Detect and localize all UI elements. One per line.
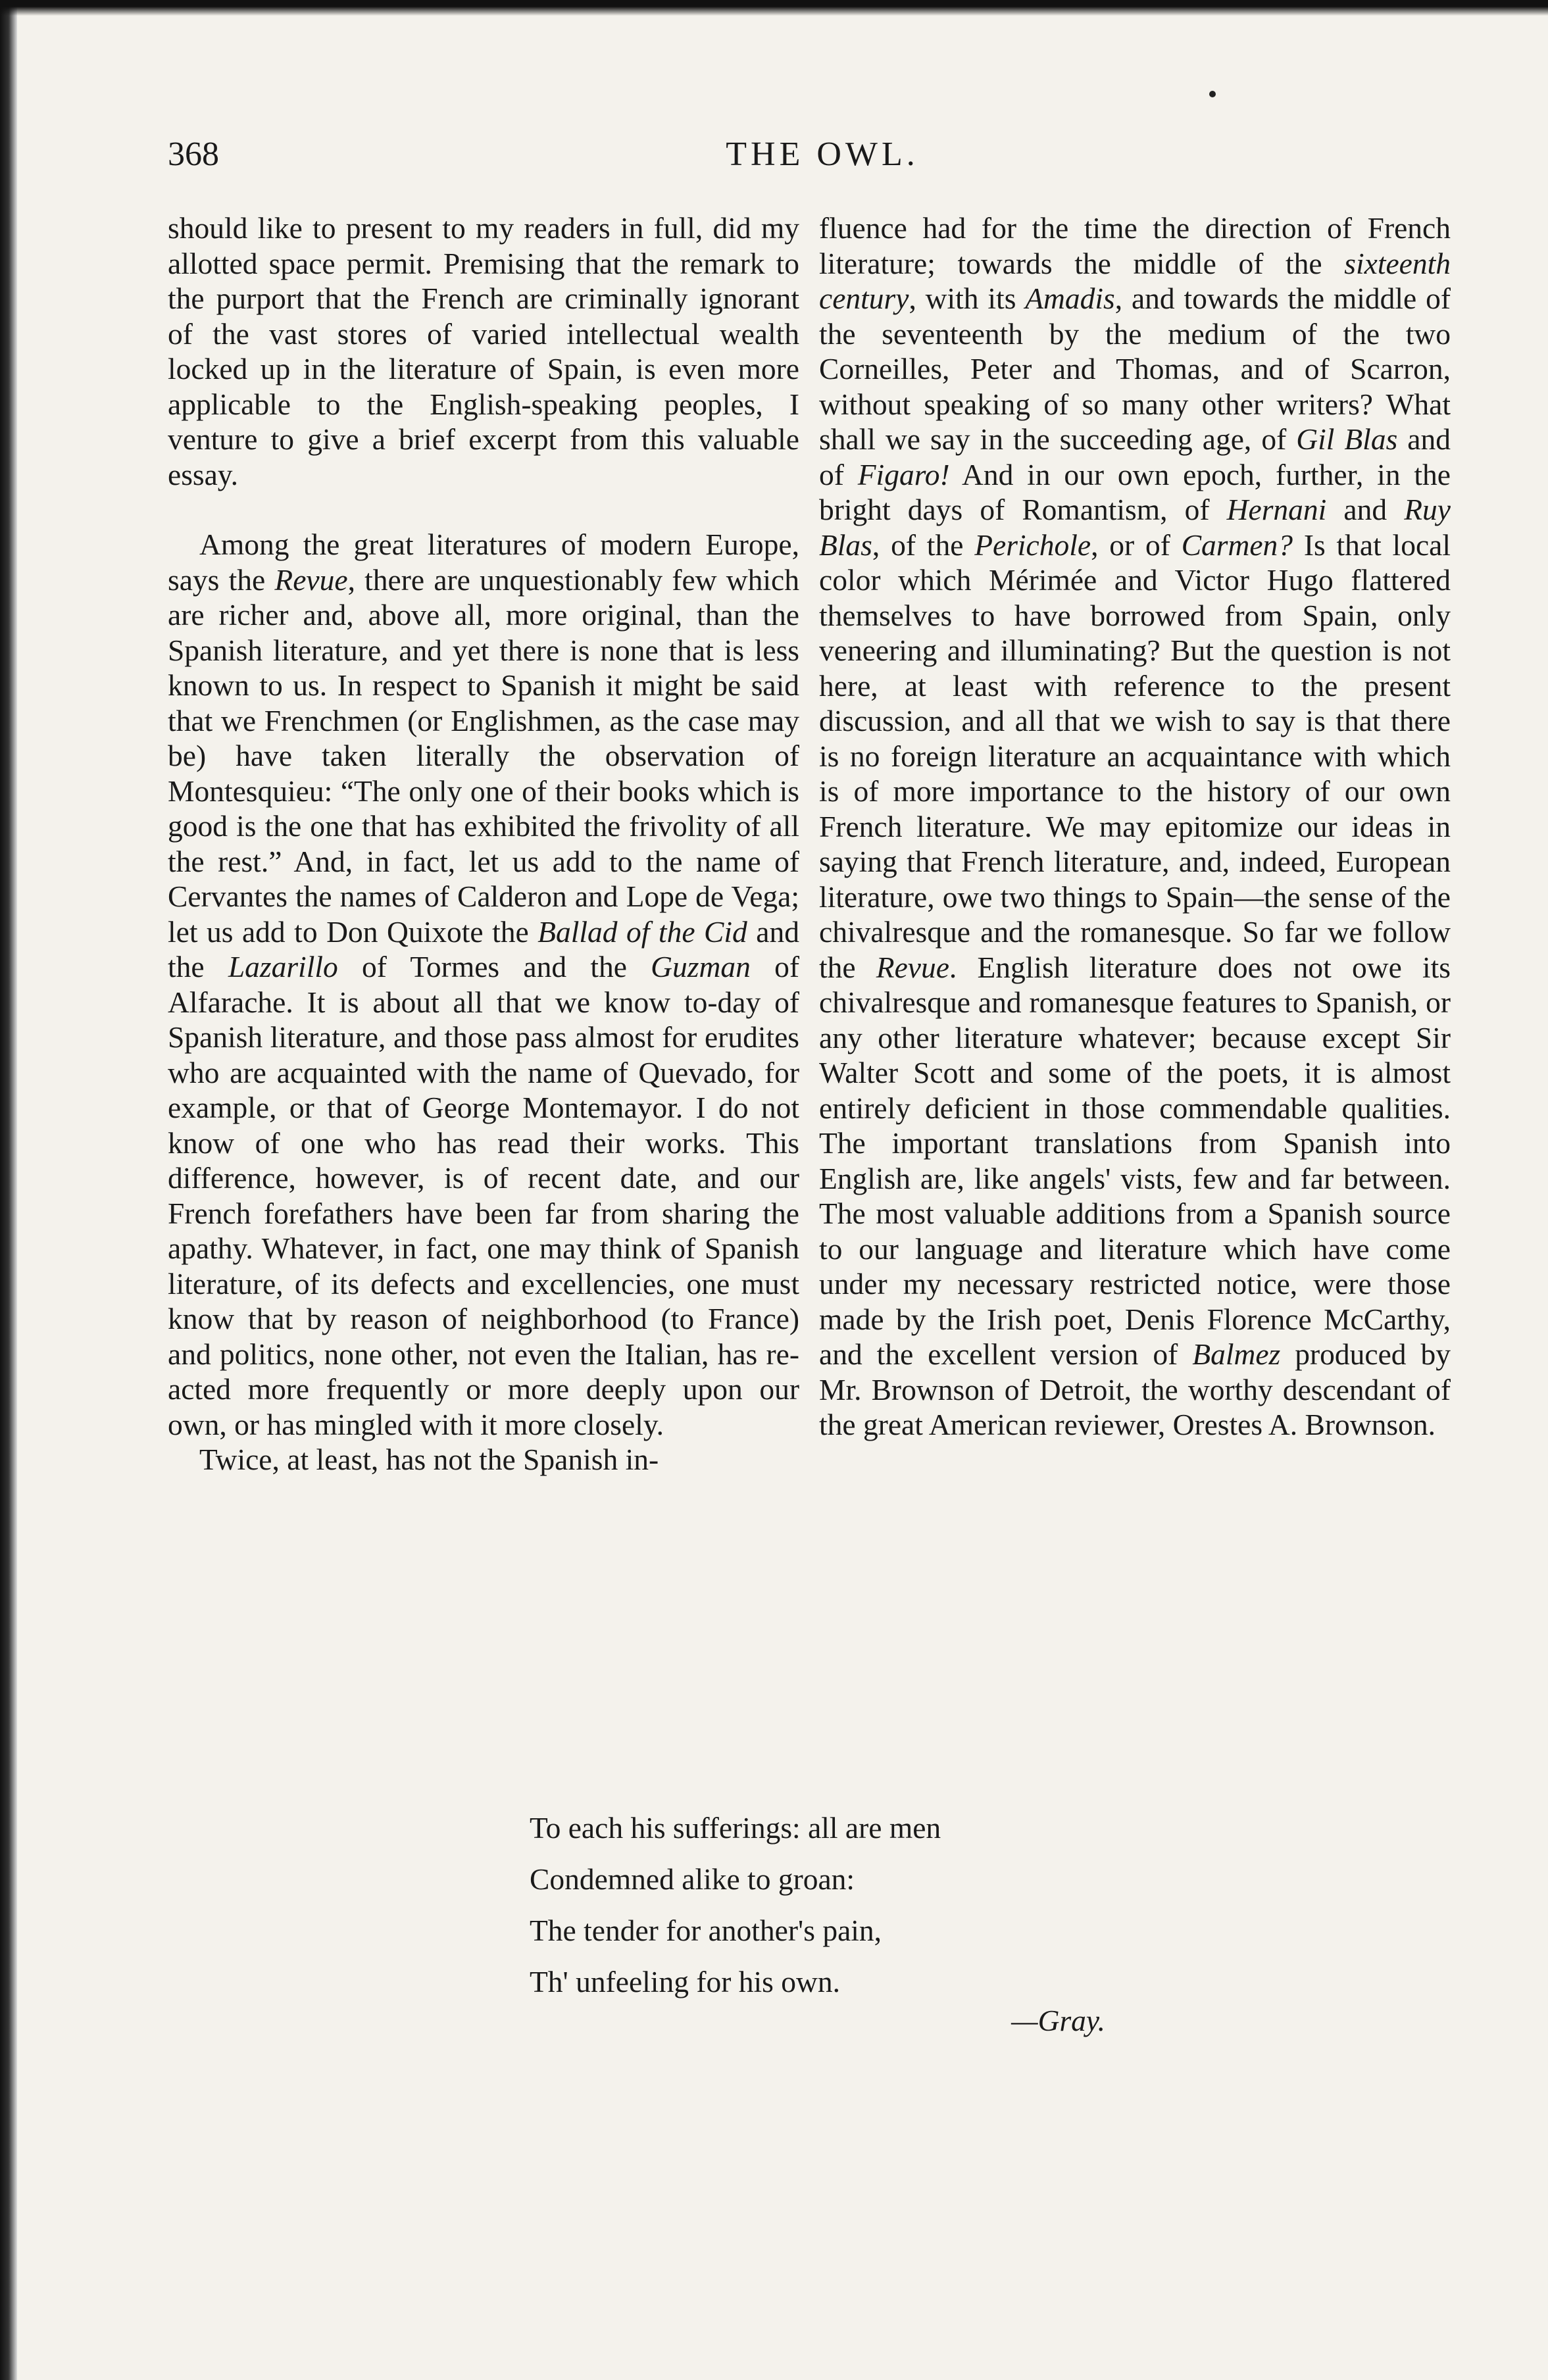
poem-line: The tender for another's pain, [530,1914,882,1947]
left-column [168,211,799,1763]
running-title: THE OWL. [726,136,919,173]
paragraph-twice: Twice, at least, has not the Spanish in- [199,1443,659,1476]
poem-line: To each his sufferings: all are men [530,1811,941,1845]
paragraph-continuation: fluence had for the time the direction of French literature; towards the middle of the sixteenth century, with its Amadis, and towards the middle of the seventeenth by the medium of the two Corneilles, Peter and Thomas, and of Scarron, without speaking of so many other writers? What shall we say in the succeeding age, of Gil Blas and of Figaro! And in our own epoch, further, in the bright days of Romantism, of Hernani and Ruy Blas, of the Perichole, or of Carmen? Is that local color which Mérimée and Victor Hugo flattered themselves to have borrowed from Spain, only veneering and illuminating? But the question is not here, at least with reference to the present discussion, and all that we wish to say is that there is no foreign literature an acquaintance with which is of more importance to the history of our own French literature. We may epitomize our ideas in saying that French literature, and, indeed, European literature, owe two things to Spain—the sense of the chivalresque and the romanesque. So far we follow the Revue. English literature does not owe its chivalresque and romanesque features to Spanish, or any other literature whatever; because except Sir Walter Scott and some of the poets, it is almost entirely deficient in those commendable qualities. The important translations from Spanish into English are, like angels' vists, few and far between. The most valuable additions from a Spanish source to our language and literature which have come under my necessary restricted notice, were those made by the Irish poet, Denis Florence McCarthy, and the excellent version of Balmez produced by Mr. Brownson of Detroit, the worthy descendant of the great American reviewer, Orestes A. Brownson. [819,211,1451,1441]
paragraph-intro: should like to present to my readers in full, did my allotted space permit. Premising that the remark to the purport that the French are criminally ignorant of the vast stores of varied intellectual wealth locked up in the literature of Spain, is even more applicable to the English-speaking peoples, I venture to give a brief excerpt from this valuable essay. [168,211,799,491]
poem-attribution: —Gray. [1011,2004,1105,2037]
italic-ballad-of-the-cid: Ballad of the Cid [537,914,747,949]
poem-line: Th' unfeeling for his own. [530,1965,840,1998]
ink-speck [1209,91,1216,97]
poem-line: Condemned alike to groan: [530,1862,855,1896]
italic-guzman: Guzman [651,950,751,983]
italic-lazarillo: Lazarillo [228,950,338,983]
italic-revue: Revue [274,562,348,597]
right-column [819,211,1451,1763]
paragraph-revue-excerpt: Among the great literatures of modern Europe, says the Revue, there are unquestionably few which are richer and, above all, more original, than the Spanish literature, and yet there is none that is less known to us. In respect to Spanish it might be said that we Frenchmen (or Englishmen, as the case may be) have taken literally the observation of Montesquieu: “The only one of their books which is good is the one that has exhibited the frivolity of all the rest.” And, in fact, let us add to the name of Cervantes the names of Calderon and Lope de Vega; let us add to Don Quixote the Ballad of the Cid and the Lazarillo of Tormes and the Guzman of Alfarache. It is about all that we know to-day of Spanish literature, and those pass almost for erudites who are acquainted with the name of Quevado, for example, or that of George Montemayor. I do not know of one who has read their works. This difference, however, is of recent date, and our French forefathers have been far from sharing the apathy. Whatever, in fact, one may think of Spanish literature, of its defects and excellencies, one must know that by reason of neighborhood (to France) and politics, none other, not even the Italian, has re-acted more frequently or more deeply upon our own, or has mingled with it more closely. [168,528,799,1441]
page-number: 368 [168,136,219,173]
poem-quote [530,1802,1122,2008]
page-top-edge [0,0,1548,16]
page-binding-edge [0,0,17,2380]
